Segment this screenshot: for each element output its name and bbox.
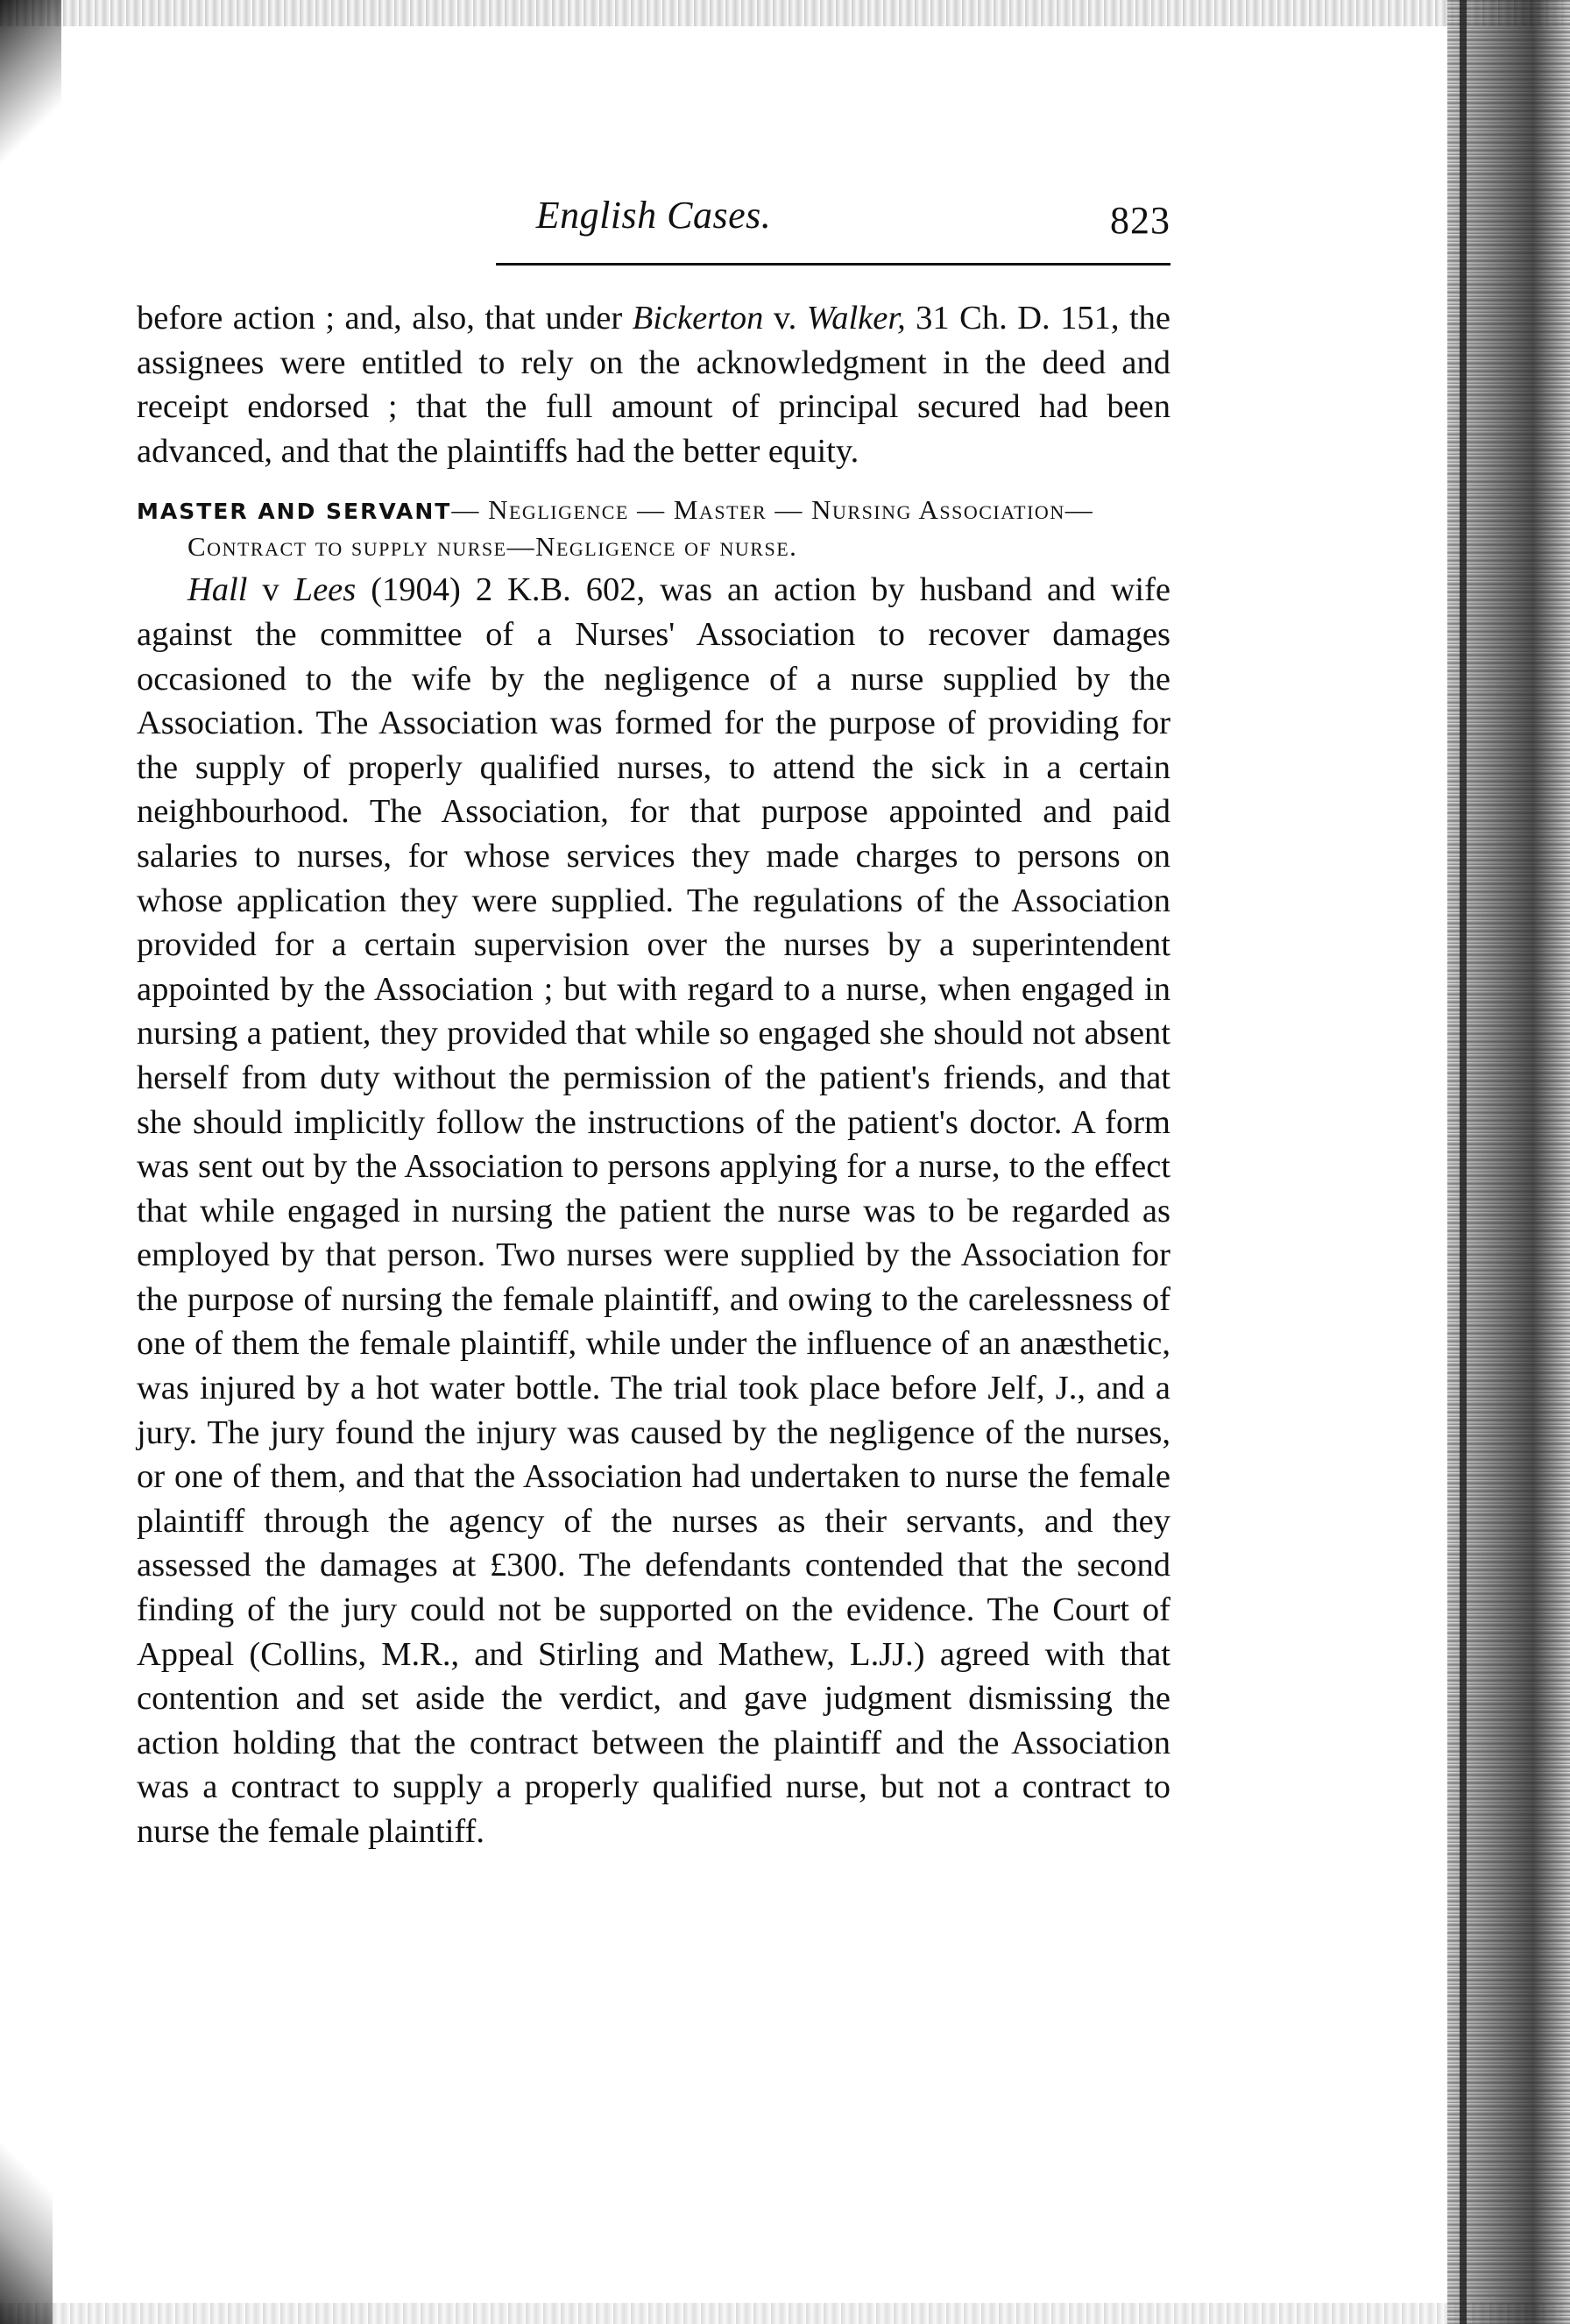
header-rule [496, 263, 1170, 266]
paragraph-text: was an action by husband and wife against the committee of a Nurses' Association to recover damages occasioned to the wife by the negligence of a nurse supplied by the Association. The Association was formed for the purpose of providing for the supply of properly qualified nurses, to attend the sick in a certain neighbourhood. The Association, for that purpose appointed and paid salaries to nurses, for whose services they made charges to persons on whose application they were supplied. The regulations of the Association provided for a certain supervision over the nurses by a superintendent appointed by the Association ; but with regard to a nurse, when engaged in nursing a patient, they provided that while so engaged she should not absent herself from duty without the permission of the patient's friends, and that she should implicitly follow the instructions of the patient's doctor. A form was sent out by the Association to persons applying for a nurse, to the effect that while engaged in nursing the patient the nurse was to be regarded as employed by that person. Two nurses were supplied by the Association for the purpose of nursing the female plaintiff, and owing to the carelessness of one of them the female plaintiff, while under the influence of an anæsthetic, was injured by a hot water bottle. The trial took place before Jelf, J., and a jury. The jury found the injury was caused by the negligence of the nurses, or one of them, and that the Association had undertaken to nurse the female plaintiff through the agency of the nurses as their servants, and they assessed the damages at £300. The defendants contended that the second finding of the jury could not be supported on the evidence. The Court of Appeal (Collins, M.R., and Stirling and Mathew, L.JJ.) agreed with that contention and set aside the verdict, and gave judgment dismissing the action holding that the contract between the plaintiff and the Association was a contract to supply a properly qualified nurse, but not a contract to nurse the female plaintiff. [137, 571, 1171, 1850]
scan-artifact-binding-line [1460, 0, 1467, 2324]
case-party: Walker, [806, 300, 906, 337]
case-party: Hall [187, 571, 248, 609]
section-heading [137, 492, 1170, 564]
paragraph-text: 31 Ch. D. 151, the assignees were entitled to rely on the acknowledgment in the deed and receipt endorsed ; that the full amount of principal secured had been advanced, and that the plaintiffs had the better equity. [137, 300, 1170, 470]
running-head [137, 184, 1170, 254]
scan-artifact-bottom [0, 2303, 1570, 2324]
case-citation: (1904) 2 K.B. 602, [356, 571, 661, 609]
section-subtopics: — Negligence — Master — Nursing Association— [451, 494, 1094, 526]
section-subtopics: Contract to supply nurse—Negligence of nurse. [187, 531, 798, 563]
body-text [137, 296, 1170, 1854]
scan-artifact-corner [0, 0, 61, 175]
paragraph-text: before action ; and, also, that under [137, 300, 633, 337]
running-title: English Cases. [535, 194, 772, 237]
case-party: Lees [293, 571, 357, 609]
case-party: Bickerton [632, 300, 764, 337]
scan-artifact-corner [0, 2131, 53, 2324]
case-paragraph [137, 568, 1170, 1853]
section-topic: MASTER AND SERVANT [137, 499, 452, 525]
page-number: 823 [1110, 199, 1170, 242]
case-versus: v [247, 571, 294, 609]
book-page [137, 184, 1171, 1850]
case-versus: v. [763, 300, 807, 337]
section-heading-line [137, 492, 1170, 529]
scan-artifact-top [0, 0, 1570, 26]
continued-paragraph [137, 296, 1170, 473]
